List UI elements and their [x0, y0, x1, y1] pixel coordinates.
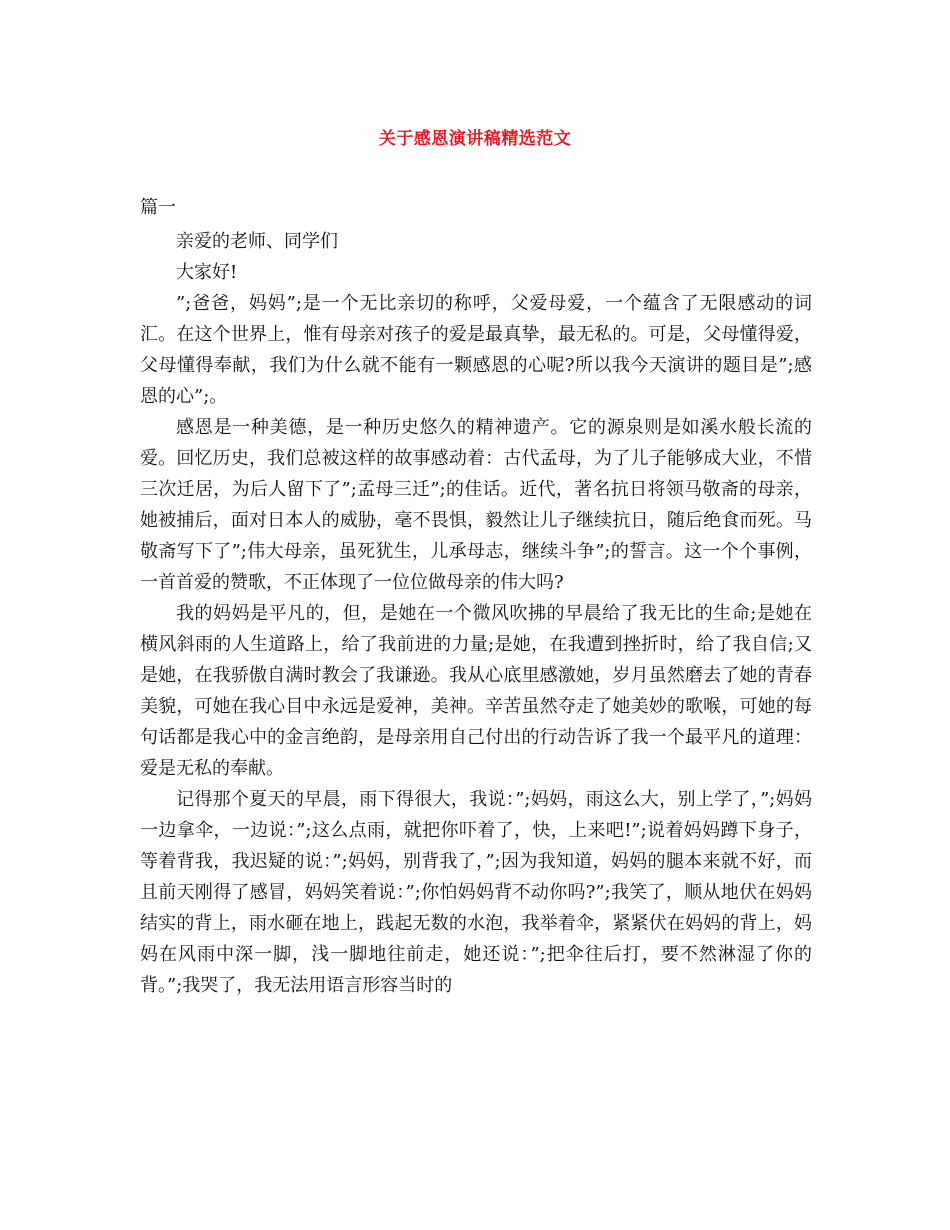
paragraph: 我的妈妈是平凡的，但，是她在一个微风吹拂的早晨给了我无比的生命;是她在横风斜雨的人生道路上，给了我前进的力量;是她，在我遭到挫折时，给了我自信;又是她，在我骄傲自满时教会了我谦逊。我从心底里感激她，岁月虽然磨去了她的青春美貌，可她在我心目中永远是爱神，美神。辛苦虽然夺走了她美妙的歌喉，可她的每句话都是我心中的金言绝韵，是母亲用自己付出的行动告诉了我一个最平凡的道理：爱是无私的奉献。 — [140, 603, 812, 779]
document-title: 关于感恩演讲稿精选范文 — [378, 129, 572, 149]
paragraph: ”;爸爸，妈妈”;是一个无比亲切的称呼，父爱母爱，一个蕴含了无限感动的词汇。在这个世界上，惟有母亲对孩子的爱是最真挚，最无私的。可是，父母懂得爱，父母懂得奉献，我们为什么就不能有一颗感恩的心呢?所以我今天演讲的题目是”;感恩的心”;。 — [140, 293, 812, 407]
paragraph: 记得那个夏天的早晨，雨下得很大，我说：”;妈妈，雨这么大，别上学了，”;妈妈一边拿伞，一边说：”;这么点雨，就把你吓着了，快，上来吧!”;说着妈妈蹲下身子，等着背我，我迟疑的说：”;妈妈，别背我了，”;因为我知道，妈妈的腿本来就不好，而且前天刚得了感冒，妈妈笑着说：”;你怕妈妈背不动你吗?”;我笑了，顺从地伏在妈妈结实的背上，雨水砸在地上，践起无数的水泡，我举着伞，紧紧伏在妈妈的背上，妈妈在风雨中深一脚，浅一脚地往前走，她还说：”;把伞往后打，要不然淋湿了你的背。”;我哭了，我无法用语言形容当时的 — [140, 789, 812, 996]
greeting: 大家好! — [176, 262, 238, 283]
paragraph: 感恩是一种美德，是一种历史悠久的精神遗产。它的源泉则是如溪水般长流的爱。回忆历史，我们总被这样的故事感动着：古代孟母，为了儿子能够成大业，不惜三次迁居，为后人留下了”;孟母三迁”;的佳话。近代，著名抗日将领马敬斋的母亲，她被捕后，面对日本人的威胁，毫不畏惧，毅然让儿子继续抗日，随后绝食而死。马敬斋写下了”;伟大母亲，虽死犹生，儿承母志，继续斗争”;的誓言。这一个个事例，一首首爱的赞歌，不正体现了一位位做母亲的伟大吗? — [140, 417, 812, 593]
salutation: 亲爱的老师、同学们 — [176, 231, 338, 252]
section-label: 篇一 — [140, 197, 176, 218]
document-body — [140, 226, 812, 1001]
